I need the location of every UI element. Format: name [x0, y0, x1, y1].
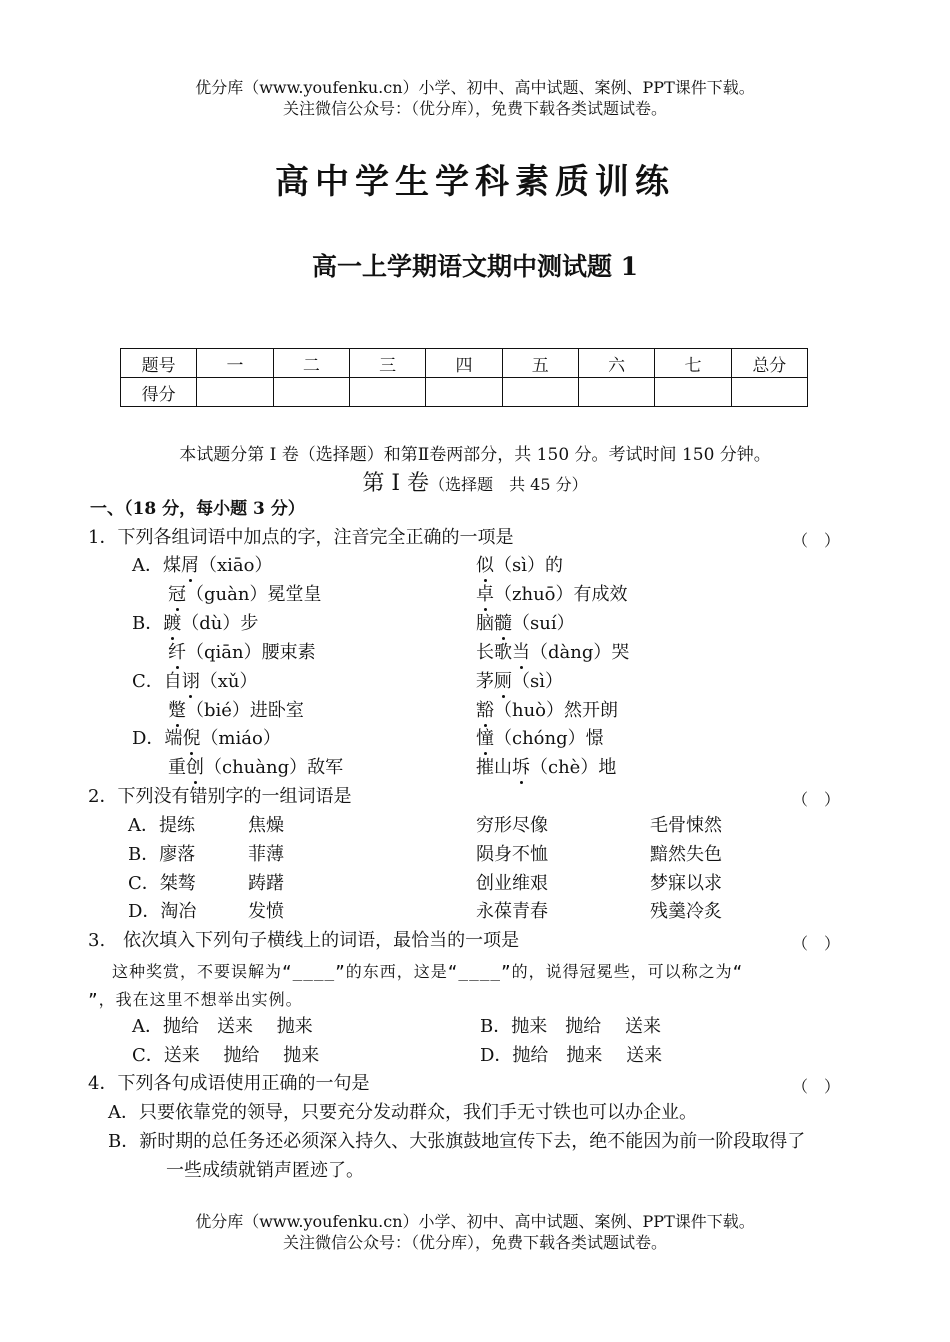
dotted-char: 纤	[168, 642, 186, 663]
q2-option-c-w3: 创业维艰	[476, 873, 548, 894]
q2-option-b-w1: B．廖落	[128, 844, 196, 865]
dotted-char: 踱	[163, 613, 182, 634]
dotted-char: 当	[512, 642, 530, 663]
dotted-char: 诩	[181, 671, 200, 692]
q1-option-a-line2	[168, 583, 321, 607]
score-table	[120, 348, 808, 407]
q3-option-d: D．抛给 抛来 送来	[480, 1045, 663, 1066]
word-text: 重	[168, 757, 186, 778]
q3-sentence-line2: ”，我在这里不想举出实例。	[88, 990, 303, 1009]
dotted-char: 屑	[181, 555, 199, 576]
option-label: A．	[132, 555, 163, 576]
pinyin-text: （chè）地	[530, 757, 617, 778]
pinyin-text: （guàn）冕堂皇	[186, 584, 322, 605]
q1-option-b-right2	[476, 641, 629, 665]
header-line-1: 优分库（www.youfenku.cn）小学、初中、高中试题、案例、PPT课件下载。	[195, 78, 755, 97]
q3-option-b: B．抛来 抛给 送来	[480, 1016, 661, 1037]
q2-option-c-w1: C．桀骜	[128, 873, 196, 894]
dotted-char: 卓	[476, 584, 494, 605]
question-3-stem: 3. 依次填入下列句子横线上的词语，最恰当的一项是	[88, 930, 520, 951]
section-heading: 一、（18 分，每小题 3 分）	[90, 499, 305, 519]
q2-option-d-w1: D．淘冶	[128, 901, 197, 922]
pinyin-text: （bié）进卧室	[186, 700, 304, 721]
sub-title: 高一上学期语文期中测试题 1	[311, 252, 639, 281]
pinyin-text: （dàng）哭	[530, 642, 630, 663]
q2-option-c-w2: 踌躇	[248, 873, 284, 894]
q1-option-c-line1	[132, 670, 258, 694]
score-blank-cell[interactable]	[426, 378, 502, 407]
dotted-char: 倪	[182, 728, 201, 749]
dotted-char: 冠	[168, 584, 186, 605]
option-label: C．	[132, 671, 164, 692]
dotted-char: 厕	[494, 671, 512, 692]
q2-option-d-w2: 发愤	[248, 901, 284, 922]
answer-paren[interactable]: （ ）	[792, 934, 841, 953]
dotted-char: 豁	[476, 700, 494, 721]
q3-option-a: A．抛给 送来 抛来	[132, 1016, 313, 1037]
pinyin-text: （chuàng）敌军	[204, 757, 344, 778]
pinyin-text: （suí）	[512, 613, 575, 634]
answer-paren[interactable]: （ ）	[792, 531, 841, 550]
score-blank-cell[interactable]	[197, 378, 273, 407]
word-text: 茅	[476, 671, 494, 692]
score-blank-cell[interactable]	[578, 378, 654, 407]
q1-option-b-line1	[132, 612, 258, 636]
volume-title	[0, 466, 950, 497]
score-cell: 总分	[731, 349, 807, 378]
q1-option-d-right2	[476, 756, 616, 780]
q1-option-c-right1	[476, 670, 563, 694]
word-text: 脑	[476, 613, 494, 634]
score-blank-cell[interactable]	[273, 378, 349, 407]
pinyin-text: （sì）的	[494, 555, 563, 576]
volume-title-note: （选择题 共 45 分）	[429, 475, 588, 494]
footer-line-2: 关注微信公众号：（优分库），免费下载各类试题试卷。	[282, 1233, 667, 1252]
q1-option-a-line1	[132, 554, 272, 578]
word-text: 煤	[163, 555, 181, 576]
pinyin-text: （miáo）	[200, 728, 281, 749]
option-label: D．	[132, 728, 165, 749]
dotted-char: 憧	[476, 728, 494, 749]
word-text: 摧山	[476, 757, 512, 778]
q2-option-b-w4: 黯然失色	[650, 844, 722, 865]
q2-option-a-w1: A．提练	[128, 815, 195, 836]
word-text: 长歌	[476, 642, 512, 663]
q2-option-a-w2: 焦燥	[248, 815, 284, 836]
question-1-stem: 1．下列各组词语中加点的字，注音完全正确的一项是	[88, 527, 514, 548]
word-text: 端	[164, 728, 183, 749]
answer-paren[interactable]: （ ）	[792, 790, 841, 809]
header-line-2: 关注微信公众号：（优分库），免费下载各类试题试卷。	[282, 99, 667, 118]
pinyin-text: （xǔ）	[199, 671, 258, 692]
q4-option-b-line2: 一些成绩就销声匿迹了。	[166, 1160, 364, 1181]
option-label: B．	[132, 613, 164, 634]
score-blank-cell[interactable]	[502, 378, 578, 407]
question-2-stem: 2．下列没有错别字的一组词语是	[88, 786, 352, 807]
q2-option-d-w3: 永葆青春	[476, 901, 548, 922]
exam-intro: 本试题分第 I 卷（选择题）和第Ⅱ卷两部分，共 150 分。考试时间 150 分钟。	[179, 445, 771, 465]
score-blank-cell[interactable]	[349, 378, 425, 407]
dotted-char: 创	[186, 757, 204, 778]
score-table-header-row	[121, 349, 808, 378]
pinyin-text: （sì）	[512, 671, 563, 692]
answer-paren[interactable]: （ ）	[792, 1077, 841, 1096]
pinyin-text: （xiāo）	[199, 555, 273, 576]
q2-option-b-w3: 陨身不恤	[476, 844, 548, 865]
pinyin-text: （zhuō）有成效	[494, 584, 628, 605]
dotted-char: 似	[476, 555, 494, 576]
q1-option-a-right2	[476, 583, 628, 607]
q2-option-c-w4: 梦寐以求	[650, 873, 722, 894]
q1-option-b-right1	[476, 612, 575, 636]
score-cell: 题号	[121, 349, 197, 378]
q1-option-b-line2	[168, 641, 316, 665]
score-blank-cell[interactable]	[655, 378, 731, 407]
q2-option-b-w2: 菲薄	[248, 844, 284, 865]
q4-option-a: A．只要依靠党的领导，只要充分发动群众，我们手无寸铁也可以办企业。	[108, 1102, 697, 1123]
score-cell: 五	[502, 349, 578, 378]
pinyin-text: （chóng）憬	[494, 728, 604, 749]
q3-option-c: C．送来 抛给 抛来	[132, 1045, 320, 1066]
main-title: 高中学生学科素质训练	[275, 162, 675, 202]
q1-option-c-line2	[168, 699, 304, 723]
q1-option-d-line1	[132, 727, 281, 751]
q4-option-b-line1: B．新时期的总任务还必须深入持久、大张旗鼓地宣传下去，绝不能因为前一阶段取得了	[108, 1131, 806, 1152]
score-cell: 二	[273, 349, 349, 378]
score-cell: 四	[426, 349, 502, 378]
word-text: 自	[163, 671, 182, 692]
score-cell: 七	[655, 349, 731, 378]
q2-option-d-w4: 残羹冷炙	[650, 901, 722, 922]
dotted-char: 髓	[494, 613, 512, 634]
question-4-stem: 4．下列各句成语使用正确的一句是	[88, 1073, 370, 1094]
footer-line-1: 优分库（www.youfenku.cn）小学、初中、高中试题、案例、PPT课件下载。	[195, 1212, 755, 1231]
dotted-char: 坼	[512, 757, 530, 778]
q2-option-a-w4: 毛骨悚然	[650, 815, 722, 836]
q1-option-c-right2	[476, 699, 618, 723]
q2-option-a-w3: 穷形尽像	[476, 815, 548, 836]
pinyin-text: （huò）然开朗	[494, 700, 619, 721]
score-cell: 三	[349, 349, 425, 378]
volume-title-main: 第 I 卷	[362, 471, 430, 496]
q1-option-a-right1	[476, 554, 563, 578]
dotted-char: 蹩	[168, 700, 186, 721]
q1-option-d-line2	[168, 756, 343, 780]
pinyin-text: （dù）步	[181, 613, 259, 634]
score-blank-cell[interactable]	[731, 378, 807, 407]
score-cell: 一	[197, 349, 273, 378]
score-cell: 六	[578, 349, 654, 378]
q3-sentence-line1: 这种奖赏，不要误解为“____”的东西，这是“____”的，说得冠冕些，可以称之为“	[112, 962, 744, 981]
score-table-score-row	[121, 378, 808, 407]
score-row-label: 得分	[121, 378, 197, 407]
pinyin-text: （qiān）腰束素	[186, 642, 316, 663]
q1-option-d-right1	[476, 727, 604, 751]
